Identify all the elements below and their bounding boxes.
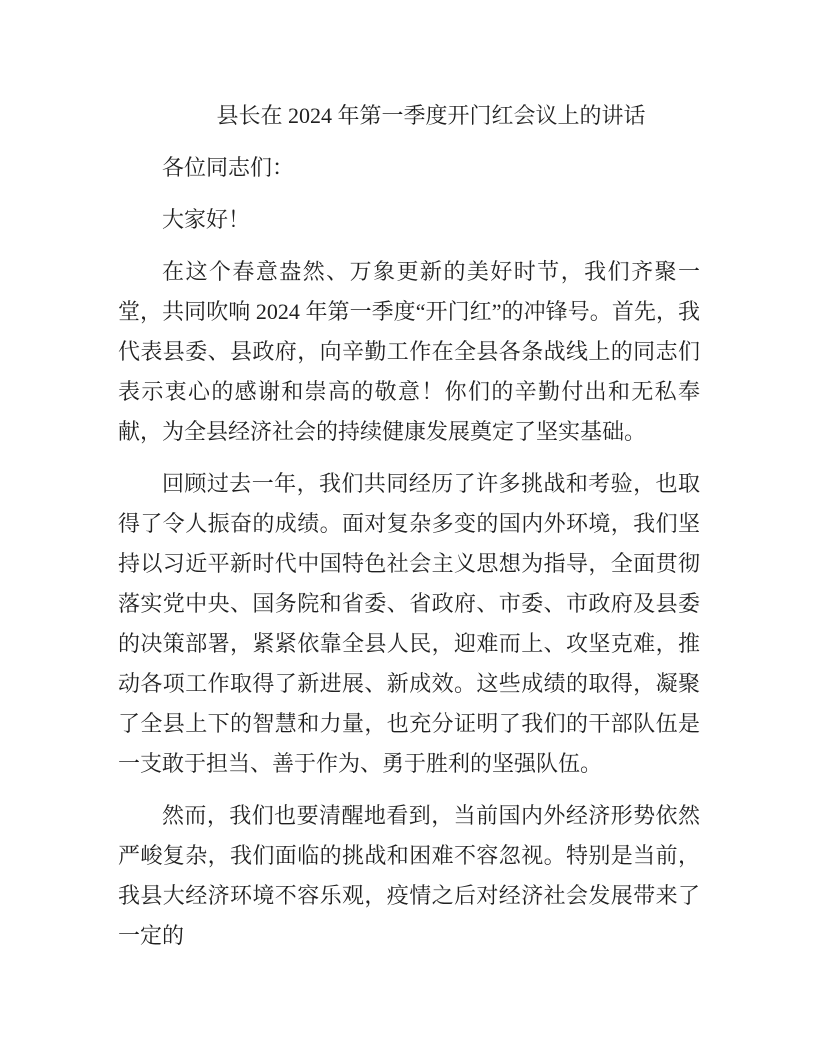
paragraph-year-review: 回顾过去一年，我们共同经历了许多挑战和考验，也取得了令人振奋的成绩。面对复杂多变的国内外环境，我们坚持以习近平新时代中国特色社会主义思想为指导，全面贯彻落实党中央、国务院和省委、省政府、市委、市政府及县委的决策部署，紧紧依靠全县人民，迎难而上、攻坚克难，推动各项工作取得了新进展、新成效。这些成绩的取得，凝聚了全县上下的智慧和力量，也充分证明了我们的干部队伍是一支敢于担当、善于作为、勇于胜利的坚强队伍。 (118, 471, 700, 776)
paragraph-salutation: 各位同志们： (162, 155, 295, 180)
document-title: 县长在 2024 年第一季度开门红会议上的讲话 (216, 103, 646, 128)
paragraph-opening: 在这个春意盎然、万象更新的美好时节，我们齐聚一堂，共同吹响 2024 年第一季度“开门红”的冲锋号。首先，我代表县委、县政府，向辛勤工作在全县各条战线上的同志们表示衷心的感谢和崇高的敬意！你们的辛勤付出和无私奉献，为全县经济社会的持续健康发展奠定了坚实基础。 (118, 259, 700, 444)
paragraph-greeting: 大家好！ (162, 207, 251, 232)
paragraph-challenges: 然而，我们也要清醒地看到，当前国内外经济形势依然严峻复杂，我们面临的挑战和困难不容忽视。特别是当前，我县大经济环境不容乐观，疫情之后对经济社会发展带来了一定的 (118, 803, 700, 948)
